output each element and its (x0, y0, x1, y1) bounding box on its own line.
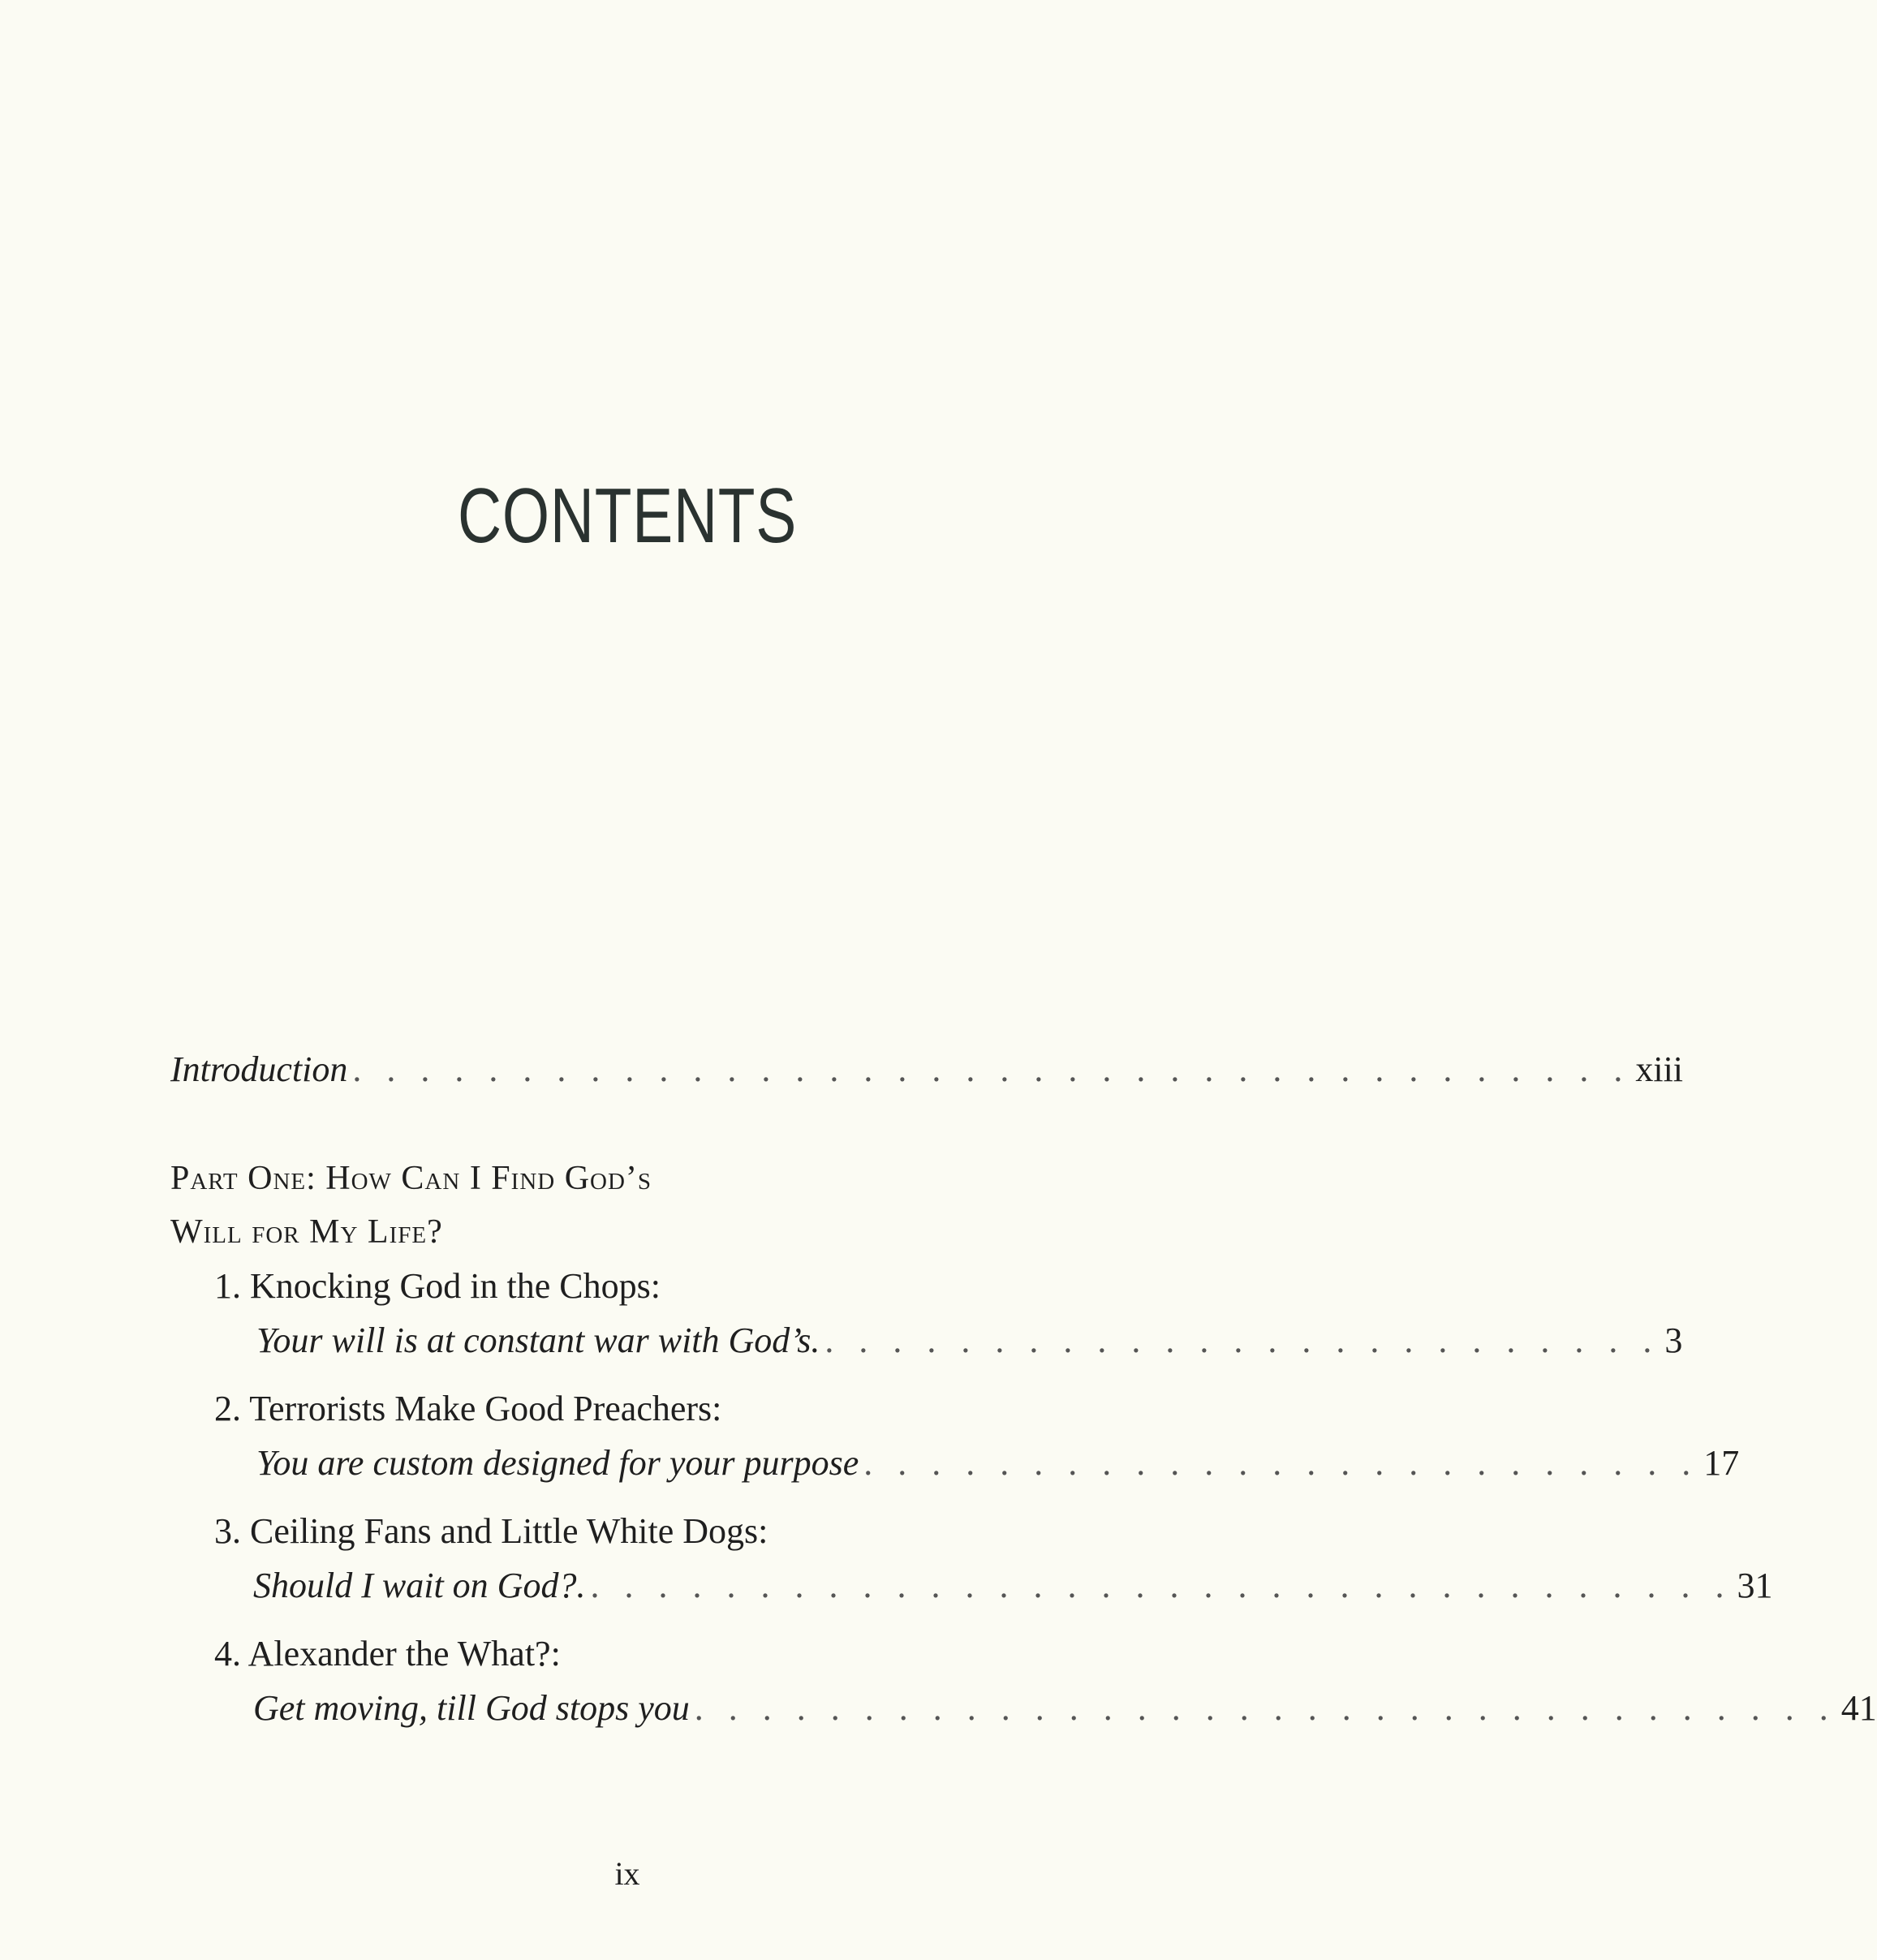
page-folio: ix (614, 1855, 640, 1892)
toc-page-number: 3 (1664, 1320, 1683, 1360)
toc-entry-chapter-2 (256, 1443, 1740, 1483)
dot-leader: . . . . . . . . . . . . . . . . . . . . . . . . . . . . . . . . . . (694, 1688, 1836, 1728)
chapter-subtitle: Should I wait on God?. (253, 1566, 586, 1605)
toc-entry-chapter-4 (253, 1688, 1877, 1728)
toc-page-number: xiii (1635, 1049, 1684, 1089)
dot-leader: . . . . . . . . . . . . . . . . . . . . . . . . . . . . . . . . . . (590, 1566, 1733, 1605)
dot-leader: . . . . . . . . . . . . . . . . . . . . . . . . . (863, 1443, 1699, 1483)
chapter-subtitle: Your will is at constant war with God’s. (256, 1320, 820, 1360)
chapter-title: 2. Terrorists Make Good Preachers: (214, 1389, 722, 1428)
dot-leader: . . . . . . . . . . . . . . . . . . . . . . . . . (824, 1320, 1660, 1360)
chapter-title: 1. Knocking God in the Chops: (214, 1266, 661, 1306)
dot-leader: . . . . . . . . . . . . . . . . . . . . . . . . . . . . . . . . . . . . . . (352, 1049, 1631, 1089)
toc-entry-chapter-1 (256, 1320, 1683, 1360)
chapter-title: 4. Alexander the What?: (214, 1634, 561, 1674)
chapter-subtitle: Get moving, till God stops you (253, 1688, 690, 1728)
toc-entry-chapter-3 (253, 1566, 1773, 1605)
toc-page-number: 17 (1703, 1443, 1740, 1483)
page-title: CONTENTS (457, 472, 798, 559)
toc-entry-introduction (170, 1049, 1684, 1089)
chapter-subtitle: You are custom designed for your purpose (256, 1443, 859, 1483)
toc-entry-label: Introduction (170, 1049, 348, 1089)
toc-page-number: 41 (1840, 1688, 1877, 1728)
part-heading-line-2: Will for My Life? (170, 1213, 443, 1251)
part-heading-line-1: Part One: How Can I Find God’s (170, 1160, 652, 1197)
toc-page-number: 31 (1737, 1566, 1773, 1605)
chapter-title: 3. Ceiling Fans and Little White Dogs: (214, 1511, 768, 1551)
